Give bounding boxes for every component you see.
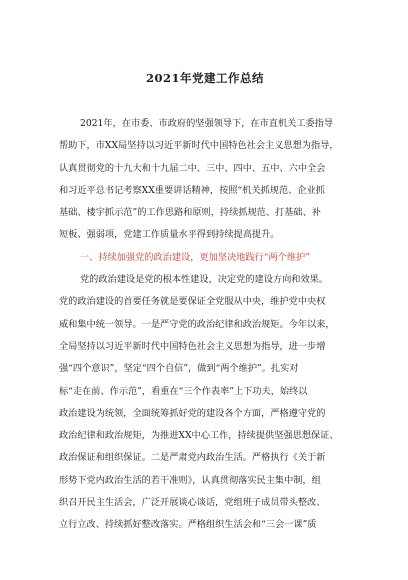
paragraph-line: 2021年，在市委、市政府的坚强领导下，在市直机关工委指导 (80, 118, 334, 129)
paragraph-line: 帮助下，市XX局坚持以习近平新时代中国特色社会主义思想为指导， (59, 140, 339, 152)
section-heading: 一、持续加强党的政治建设，更加坚决地践行“两个维护” (80, 251, 310, 263)
paragraph-line: 织召开民主生活会，广泛开展谈心谈话，党组班子成员带头整改、 (59, 497, 326, 509)
paragraph-line: 党的政治建设是党的根本性建设，决定党的建设方向和效果。 (80, 274, 329, 286)
paragraph-line: 强“四个意识”，坚定“四个自信”，做到“两个维护”。扎实对 (59, 363, 299, 375)
paragraph-line: 政治建设为统领，全面统筹抓好党的建设各个方面，严格遵守党的 (59, 407, 326, 419)
paragraph-line: 短板、强弱项，党建工作质量水平得到持续提高提升。 (59, 229, 280, 241)
paragraph-line: 标“走在前、作示范”，看重在“三个作表率”上下功夫，始终以 (59, 385, 308, 397)
paragraph-line: 形势下党内政治生活的若干准则》，认真贯彻落实民主集中制，组 (59, 474, 321, 486)
paragraph-line: 政治保证和组织保证。二是严肃党内政治生活。严格执行《关于新 (59, 452, 326, 464)
paragraph-line: 立行立改、持续抓好整改落实。严格组织生活会和“三会一课”质 (59, 519, 317, 531)
paragraph-line: 基础、楼宇抓示范”的工作思路和原则，持续抓规范、打基础、补 (59, 207, 321, 219)
paragraph-line: 认真贯彻党的十九大和十九届二中、三中、四中、五中、六中全会 (59, 162, 326, 174)
paragraph-line: 党的政治建设的首要任务就是要保证全党服从中央，维护党中央权 (59, 296, 326, 308)
paragraph-line: 和习近平总书记考察XX重要讲话精神，按照“机关抓规范、企业抓 (59, 184, 325, 196)
paragraph-line: 政治纪律和政治规矩，为推进XX中心工作，持续提供坚强思想保证、 (59, 430, 339, 442)
document-body (59, 113, 351, 537)
paragraph-line: 全局坚持以习近平新时代中国特色社会主义思想为指导，进一步增 (59, 340, 326, 352)
document-title: 2021年党建工作总结 (145, 71, 264, 85)
paragraph-line: 威和集中统一领导。一是严守党的政治纪律和政治规矩。今年以来， (59, 318, 335, 330)
